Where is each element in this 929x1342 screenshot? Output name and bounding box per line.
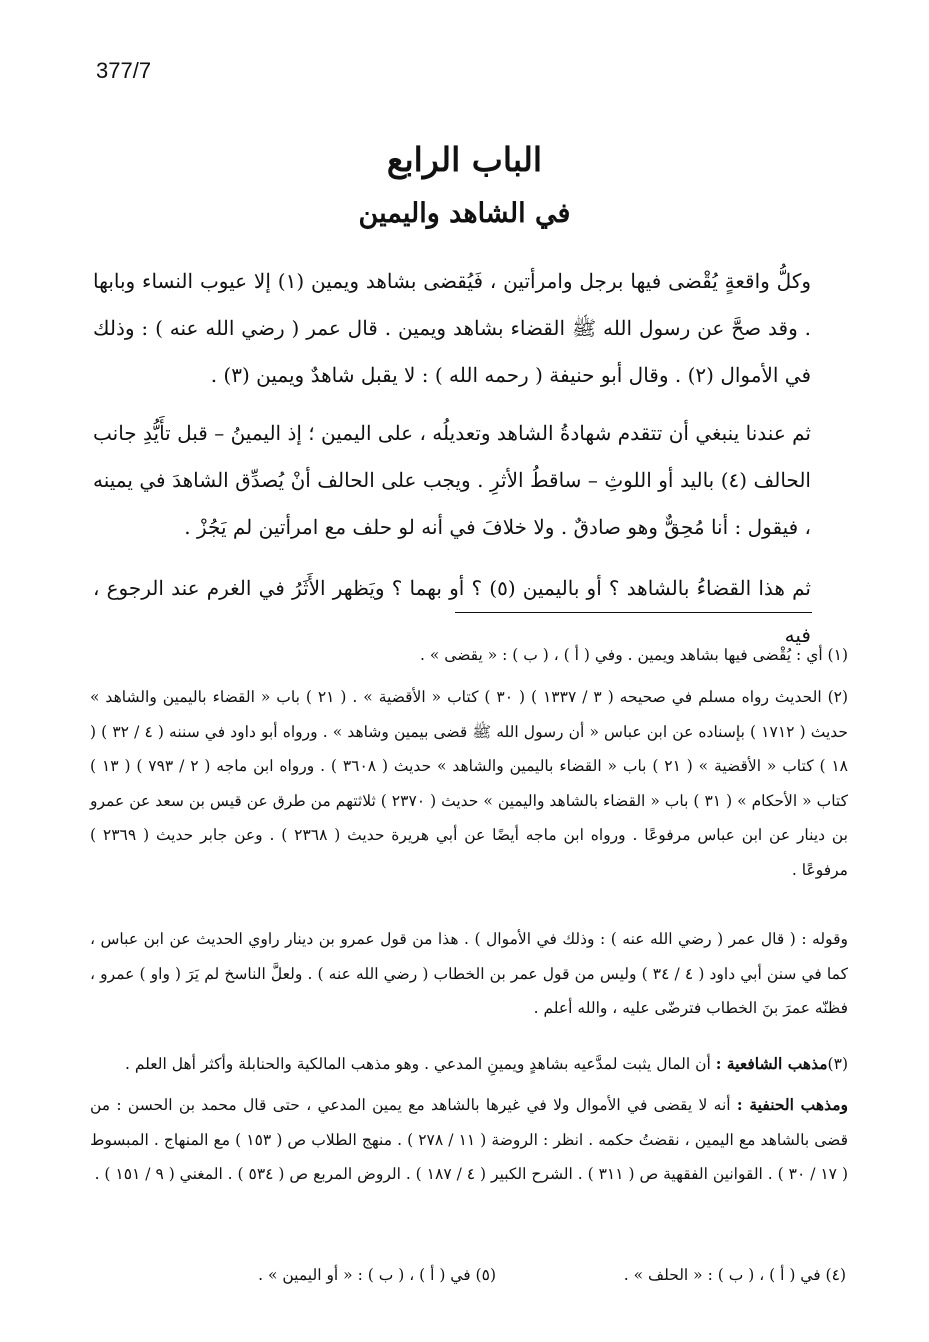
footnote-separator bbox=[455, 612, 812, 613]
footnote-4: (٤) في ( أ ) ، ( ب ) : « الحلف » . bbox=[623, 1266, 846, 1284]
footnote-2: (٢) الحديث رواه مسلم في صحيحه ( ٣ / ١٣٣٧ ) ( ٣٠ ) كتاب « الأقضية » . ( ٢١ ) باب « القضاء باليمين والشاهد » حديث ( ١٧١٢ ) بإسناده عن ابن عباس « أن رسول الله ﷺ قضى بيمين وشاهد » . ورواه أبو داود في سننه ( ٤ / ٣٢ ) ( ١٨ ) كتاب « الأقضية » ( ٢١ ) باب « القضاء باليمين والشاهد » حديث ( ٣٦٠٨ ) . ورواه ابن ماجه ( ٢ / ٧٩٣ ) ( ١٣ ) كتاب « الأحكام » ( ٣١ ) باب « القضاء بالشاهد واليمين » حديث ( ٢٣٧٠ ) ثلاثتهم من طرق عن قيس بن سعد عن عمرو بن دينار عن ابن عباس مرفوعًا . ورواه ابن ماجه أيضًا عن أبي هريرة حديث ( ٢٣٦٨ ) . وعن جابر حديث ( ٢٣٦٩ ) مرفوعًا . bbox=[90, 688, 849, 879]
footnote-3b-label: ومذهب الحنفية : bbox=[736, 1095, 848, 1114]
footnote-5: (٥) في ( أ ) ، ( ب ) : « أو اليمين » . bbox=[258, 1266, 496, 1284]
footnote-1: (١) أي : يُقْضى فيها بشاهد ويمين . وفي ( أ ) ، ( ب ) : « يقضى » . bbox=[420, 646, 848, 664]
footnote-3-continuation bbox=[90, 1088, 848, 1192]
body-paragraph-2: ثم عندنا ينبغي أن تتقدم شهادةُ الشاهد وتعديلُه ، على اليمين ؛ إذ اليمينُ – قبل تأَيُّدِ جانب الحالف (٤) باليد أو اللوثِ – ساقطُ الأثرِ . ويجب على الحالف أنْ يُصدِّق الشاهدَ في يمينه ، فيقول : أنا مُحِقٌّ وهو صادقٌ . ولا خلافَ في أنه لو حلف مع امرأتين لم يَجُزْ . bbox=[93, 421, 811, 539]
footnote-3b-text: أنه لا يقضى في الأموال ولا في غيرها بالشاهد مع يمين المدعي ، حتى قال محمد بن الحسن : من قضى بالشاهد مع اليمين ، نقضتُ حكمه . انظر : الروضة ( ١١ / ٢٧٨ ) . منهج الطلاب ص ( ١٥٣ ) مع المنهاج . المبسوط ( ١٧ / ٣٠ ) . القوانين الفقهية ص ( ٣١١ ) . الشرح الكبير ( ٤ / ١٨٧ ) . الروض المربع ص ( ٥٣٤ ) . المغني ( ٩ / ١٥١ ) . bbox=[90, 1096, 849, 1183]
footnote-2-continuation: وقوله : ( قال عمر ( رضي الله عنه ) : وذلك في الأموال ) . هذا من قول عمرو بن دينار راوي الحديث عن ابن عباس ، كما في سنن أبي داود ( ٤ / ٣٤ ) وليس من قول عمر بن الخطاب ( رضي الله عنه ) . ولعلَّ الناسخ لم يَرَ ( واو ) عمرو ، فظنّه عمرَ بنَ الخطاب فترضّى عليه ، والله أعلم . bbox=[90, 930, 848, 1017]
body-paragraph-1: وكلُّ واقعةٍ يُقْضى فيها برجل وامرأتين ، فَيُقضى بشاهد ويمين (١) إلا عيوب النساء وبابها . وقد صحَّ عن رسول الله ﷺ القضاء بشاهد ويمين . قال عمر ( رضي الله عنه ) : وذلك في الأموال (٢) . وقال أبو حنيفة ( رحمه الله ) : لا يقبل شاهدٌ ويمين (٣) . bbox=[93, 269, 812, 387]
page-number: 377/7 bbox=[96, 58, 152, 83]
chapter-title: الباب الرابع bbox=[386, 140, 543, 179]
footnote-3: (٣)مذهب الشافعية : أن المال يثبت لمدَّعيه بشاهدٍ ويمينِ المدعي . وهو مذهب المالكية والحنابلة وأكثر أهل العلم . bbox=[125, 1054, 848, 1073]
footnote-3-label: مذهب الشافعية : bbox=[715, 1054, 828, 1073]
body-paragraph-3: ثم هذا القضاءُ بالشاهد ؟ أو باليمين (٥) ؟ أو بهما ؟ ويَظهر الأَثَرُ في الغرم عند الرجوع ، فيه bbox=[93, 576, 811, 647]
chapter-subtitle: في الشاهد واليمين bbox=[358, 198, 571, 229]
footnote-3-text: أن المال يثبت لمدَّعيه بشاهدٍ ويمينِ المدعي . وهو مذهب المالكية والحنابلة وأكثر أهل العلم . bbox=[125, 1055, 716, 1073]
